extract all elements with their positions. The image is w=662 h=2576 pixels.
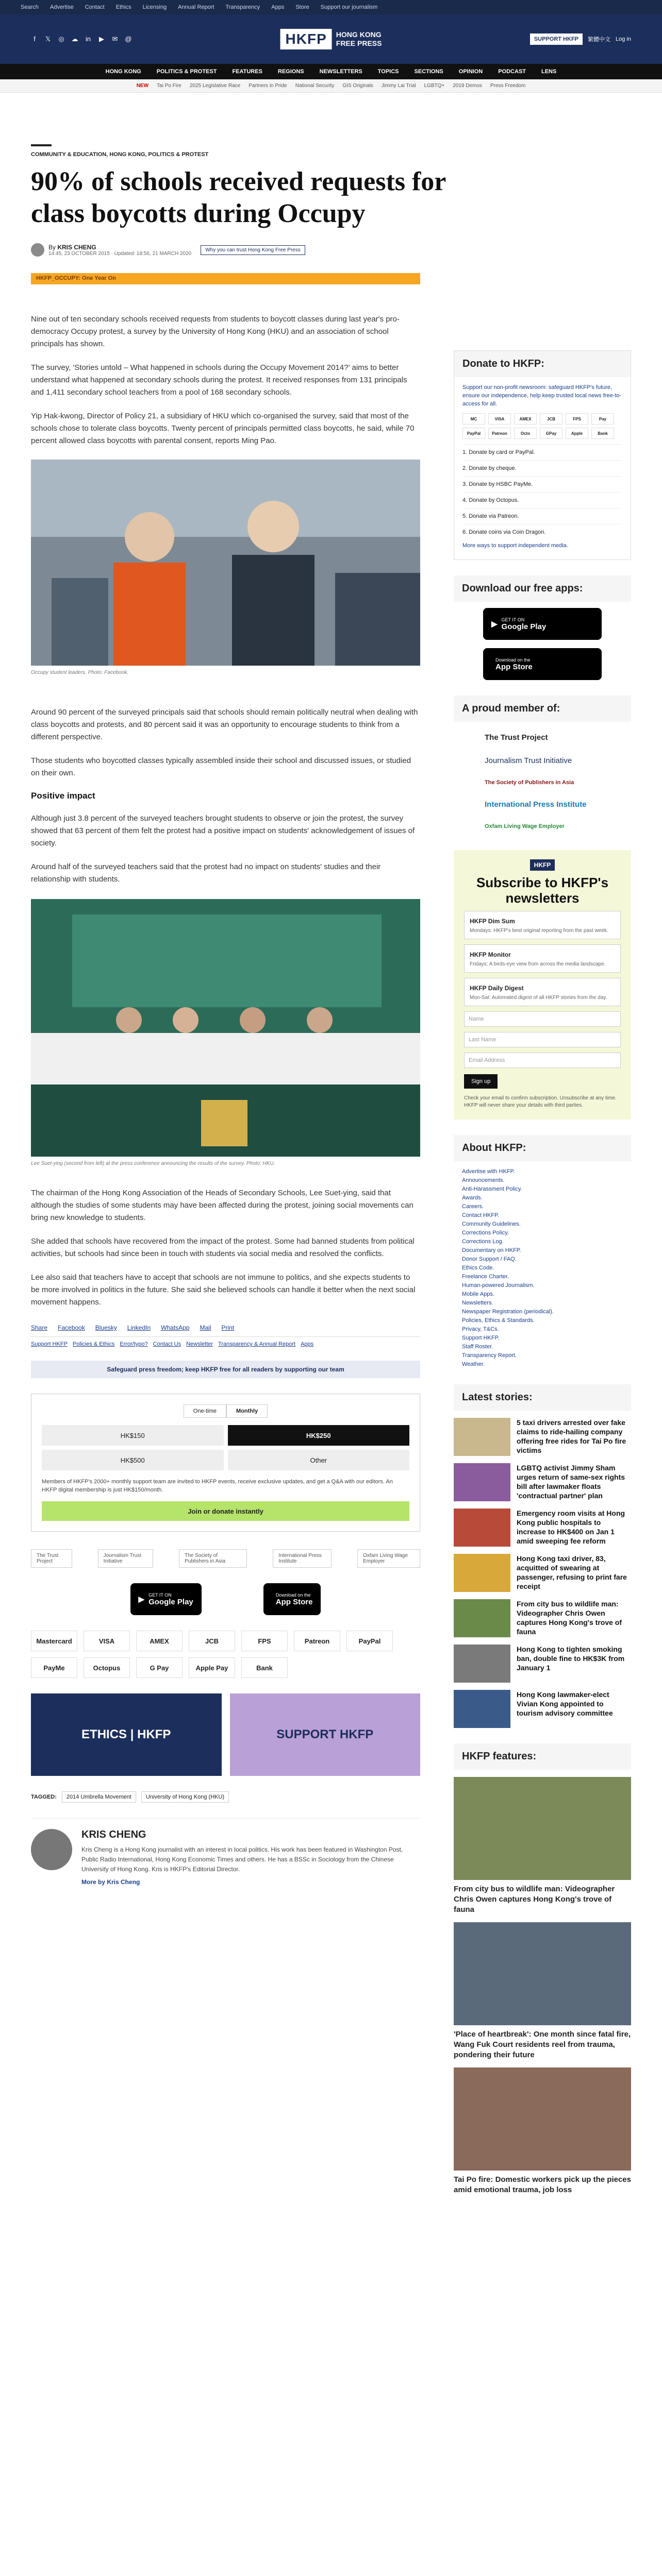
publish-dates: 14:45, 23 OCTOBER 2015 · Updated: 18:56, 21 MARCH 2020 (48, 250, 192, 257)
store-badge-small: GET IT ON (501, 617, 525, 622)
share-link[interactable]: Share (31, 1324, 48, 1331)
paragraph: Those students who boycotted classes typically assembled inside their school and discussed issues, or studied on their own. (31, 756, 411, 777)
about-link[interactable]: Donor Support / FAQ. (462, 1256, 517, 1262)
donation-widget (31, 1394, 420, 1532)
payment-icon[interactable]: FPS (241, 1631, 288, 1651)
article-categories[interactable]: COMMUNITY & EDUCATION, HONG KONG, POLITICS & PROTEST (31, 144, 52, 158)
share-bluesky[interactable]: Bluesky (95, 1324, 117, 1331)
story-title: 5 taxi drivers arrested over fake claims to ride-hailing company offering free rides for Tai Po fire victims (517, 1418, 626, 1454)
threads-icon[interactable]: @ (125, 35, 132, 43)
photo-illustration (31, 899, 420, 1157)
amount-option-selected[interactable]: HK$250 (228, 1425, 410, 1446)
about-link[interactable]: Community Guidelines. (462, 1221, 521, 1227)
google-play-badge[interactable] (130, 1583, 202, 1615)
newsletter-title: Subscribe to HKFP's newsletters (476, 875, 609, 906)
linkedin-icon[interactable]: in (85, 35, 91, 43)
about-link[interactable]: Documentary on HKFP. (462, 1247, 521, 1253)
story-thumb (454, 1554, 510, 1592)
about-link[interactable]: Corrections Policy. (462, 1230, 509, 1236)
tags-label: TAGGED: (31, 1794, 57, 1800)
play-icon: ▶ (491, 620, 498, 629)
article-header (31, 144, 631, 257)
article-photo-press-conference (31, 899, 420, 1157)
story-thumb (454, 1599, 510, 1637)
photo-caption: Lee Suet-ying (second from left) at the press conference announcing the results of the survey. Photo: HKU. (31, 1161, 275, 1166)
support-promo[interactable]: SUPPORT HKFP (230, 1693, 421, 1776)
about-link[interactable]: Transparency Report. (462, 1352, 517, 1359)
nav-item-topics[interactable]: TOPICS (377, 69, 399, 75)
site-header (0, 14, 662, 64)
payment-icon[interactable]: PayMe (31, 1657, 77, 1678)
share-mail[interactable]: Mail (200, 1324, 211, 1331)
tag[interactable]: University of Hong Kong (HKU) (141, 1791, 229, 1803)
trending-link[interactable]: 2019 Demos (453, 83, 482, 89)
article-photo-student-leaders (31, 460, 420, 666)
trending-bar (0, 79, 662, 93)
utility-link-search[interactable]: Search (21, 4, 39, 10)
footer-link[interactable]: Policies & Ethics (72, 1341, 115, 1347)
story-thumb (454, 1418, 510, 1456)
applepay-icon: Apple (566, 428, 588, 439)
logo-mark: HKFP (280, 29, 332, 49)
feature-title: From city bus to wildlife man: Videographer Chris Owen captures Hong Kong's trove of fauna (454, 1885, 615, 1914)
tag[interactable]: 2014 Umbrella Movement (62, 1791, 136, 1803)
author-box-name[interactable]: KRIS CHENG (81, 1829, 146, 1840)
social-icons (31, 35, 132, 43)
ethics-promo[interactable]: ETHICS | HKFP (31, 1693, 222, 1776)
amount-option[interactable]: HK$150 (42, 1425, 224, 1446)
member-logo[interactable]: The Trust Project (31, 1549, 72, 1568)
paragraph: She added that schools have recovered from the impact of the protest. Some had banned students from political activities, but schools had since been in touch with students via social media and resolved the conflicts. (31, 1237, 415, 1258)
login-link[interactable]: Log in (616, 36, 631, 42)
share-linkedin[interactable]: LinkedIn (127, 1324, 151, 1331)
payment-icon[interactable]: JCB (189, 1631, 235, 1651)
payment-icon[interactable]: VISA (84, 1631, 130, 1651)
member-title: A proud member of: (454, 696, 631, 722)
play-icon: ▶ (138, 1595, 145, 1604)
paragraph: Around 90 percent of the surveyed principals said that schools should remain politically neutral when dealing with class boycotts and protests, and 80 percent said it was an opportunity to encourage students to think from a different perspective. (31, 708, 418, 741)
section-heading: Positive impact (31, 791, 95, 801)
store-badge-label: Google Play (501, 622, 547, 631)
utility-link-ethics[interactable]: Ethics (115, 4, 131, 10)
join-donate-button[interactable]: Join or donate instantly (42, 1501, 409, 1521)
donate-option[interactable]: 4. Donate by Octopus. (462, 492, 622, 508)
member-oxfam[interactable]: Oxfam Living Wage Employer (485, 823, 565, 829)
language-link[interactable]: 繁體中文 (588, 37, 611, 43)
amount-option-other[interactable]: Other (228, 1450, 410, 1470)
feature-title: Tai Po fire: Domestic workers pick up the pieces amid emotional trauma, job loss (454, 2175, 631, 2194)
paypal-icon: PayPal (462, 428, 485, 439)
payment-icons (462, 413, 622, 439)
utility-link-advertise[interactable]: Advertise (49, 4, 74, 10)
about-link[interactable]: Announcements. (462, 1177, 505, 1183)
story-thumb (454, 1645, 510, 1683)
tags-row (31, 1791, 420, 1803)
apps-title: Download our free apps: (454, 575, 631, 602)
story-thumb (454, 1690, 510, 1728)
twitter-icon[interactable]: 𝕏 (45, 35, 51, 43)
about-link[interactable]: Human-powered Journalism. (462, 1282, 535, 1289)
nav-item-newsletters[interactable]: NEWSLETTERS (319, 69, 362, 75)
member-logo[interactable]: Oxfam Living Wage Employer (357, 1549, 420, 1568)
member-sopa[interactable]: The Society of Publishers in Asia (485, 779, 574, 786)
instagram-icon[interactable]: ◎ (58, 35, 64, 43)
feature-item[interactable] (454, 2067, 631, 2195)
payment-icon[interactable]: G Pay (136, 1657, 183, 1678)
newsletter-option[interactable] (464, 911, 621, 939)
new-label: NEW (136, 83, 149, 89)
about-link[interactable]: Weather. (462, 1361, 485, 1367)
promo-banners (31, 1693, 420, 1776)
photo-illustration (31, 460, 420, 666)
about-link[interactable]: Anti-Harassment Policy. (462, 1186, 522, 1192)
store-badge-label: App Store (495, 662, 533, 671)
feature-image (454, 1777, 631, 1880)
author-box (31, 1818, 420, 1886)
story-thumb (454, 1509, 510, 1547)
trending-link[interactable]: GIS Originals (342, 83, 373, 89)
latest-story[interactable] (454, 1645, 631, 1683)
newsletter-note: Check your email to confirm subscription. Unsubscribe at any time. HKFP will never share your details with third parties. (464, 1095, 617, 1108)
utility-bar (0, 0, 662, 14)
latest-story[interactable] (454, 1418, 631, 1456)
about-link[interactable]: Newsletters. (462, 1300, 493, 1306)
trending-link[interactable]: 2025 Legislative Race (189, 83, 241, 89)
member-logo[interactable]: Journalism Trust Initiative (98, 1549, 153, 1568)
store-badge-label: App Store (275, 1597, 313, 1606)
member-logo[interactable]: International Press Institute (273, 1549, 332, 1568)
footer-link[interactable]: Transparency & Annual Report (218, 1341, 296, 1347)
about-link[interactable]: Contact HKFP. (462, 1212, 499, 1218)
nav-item-lens[interactable]: LENS (541, 69, 557, 75)
newsletter-option[interactable] (464, 978, 621, 1006)
payment-methods (31, 1631, 423, 1678)
trending-link[interactable]: Press Freedom (490, 83, 526, 89)
more-ways-link[interactable]: More ways to support independent media. (462, 543, 568, 549)
series-banner[interactable]: HKFP_OCCUPY: One Year On (31, 273, 420, 284)
story-thumb (454, 1463, 510, 1501)
features-title: HKFP features: (454, 1743, 631, 1770)
gpay-icon: GPay (540, 428, 562, 439)
youtube-icon[interactable]: ▶ (99, 35, 104, 43)
footer-link[interactable]: Newsletter (186, 1341, 213, 1347)
footer-link[interactable]: Support HKFP (31, 1341, 68, 1347)
member-logos-row (31, 1549, 420, 1568)
member-logo[interactable]: The Society of Publishers in Asia (179, 1549, 247, 1568)
feature-item[interactable] (454, 1777, 631, 1915)
fps-icon: FPS (566, 413, 588, 425)
story-title: Emergency room visits at Hong Kong public hospitals to increase to HK$400 on Jan 1 amid sweeping fee reform (517, 1509, 625, 1545)
latest-story[interactable] (454, 1690, 631, 1728)
newsletter-desc: Mon-Sat: Automated digest of all HKFP stories from the day. (470, 995, 607, 1001)
author-avatar (31, 243, 44, 257)
name-field[interactable]: Name (464, 1011, 621, 1027)
latest-stories (454, 1418, 631, 1728)
utility-link-apps[interactable]: Apps (271, 4, 285, 10)
about-link[interactable]: Ethics Code. (462, 1265, 494, 1271)
paragraph: Although just 3.8 percent of the surveyed teachers brought students to observe or join the protest, the survey showed that 63 percent of them felt the protest had a positive impact on students' acknowledgement of issues of society. (31, 814, 415, 848)
facebook-icon[interactable]: f (34, 35, 36, 43)
utility-link-licensing[interactable]: Licensing (142, 4, 167, 10)
app-store-badge[interactable] (483, 648, 602, 680)
store-badge-small: GET IT ON (148, 1592, 172, 1598)
article-title: 90% of schools received requests for class boycotts during Occupy (31, 167, 446, 228)
logo-line-2: FREE PRESS (336, 39, 382, 47)
nav-item-features[interactable]: FEATURES (232, 69, 262, 75)
trending-link[interactable]: National Security (295, 83, 335, 89)
nav-item-politics[interactable]: POLITICS & PROTEST (156, 69, 217, 75)
about-link[interactable]: Privacy, T&Cs. (462, 1326, 499, 1332)
about-link[interactable]: Policies, Ethics & Standards. (462, 1317, 535, 1324)
payment-icon[interactable]: Patreon (294, 1631, 340, 1651)
paragraph: The chairman of the Hong Kong Association of the Heads of Secondary Schools, Lee Suet-ying, said that although the studies of some students may have been affected during the protest, joining social movements can bring new knowledge to students. (31, 1189, 413, 1222)
utility-link-transparency[interactable]: Transparency (225, 4, 260, 10)
latest-story[interactable] (454, 1509, 631, 1547)
article-footer-links (31, 1341, 420, 1347)
visa-icon: VISA (488, 413, 511, 425)
donate-box (454, 350, 631, 560)
feature-image (454, 2067, 631, 2171)
paragraph: Yip Hak-kwong, Director of Policy 21, a subsidiary of HKU which co-organised the survey, said that most of the schools chose to tolerate class boycotts. Twenty percent of principals permitted class boycotts, he said, while 70 percent allowed class boycotts with parental consent, reports Ming Pao. (31, 412, 415, 445)
about-link[interactable]: Newspaper Registration (periodical). (462, 1309, 554, 1315)
donate-option[interactable]: 5. Donate via Patreon. (462, 508, 622, 524)
about-link[interactable]: Careers. (462, 1204, 484, 1210)
payment-icon[interactable]: Apple Pay (189, 1657, 235, 1678)
trending-link[interactable]: Tai Po Fire (157, 83, 181, 89)
newsletter-box (454, 850, 631, 1120)
trending-link[interactable]: Jimmy Lai Trial (381, 83, 416, 89)
paragraph: Around half of the surveyed teachers said that the protest had no impact on students' studies and their relationship with students. (31, 862, 381, 884)
donate-intro[interactable]: Support our non-profit newsroom: safeguard HKFP's future, ensure our independence, help keep trusted local news free-to-access for all. (462, 384, 622, 407)
signup-button[interactable]: Sign up (464, 1074, 498, 1089)
article-body (31, 273, 420, 1886)
last-name-field[interactable]: Last Name (464, 1032, 621, 1047)
about-link[interactable]: Awards. (462, 1195, 483, 1201)
newsletter-desc: Fridays: A birds-eye view from across the media landscape. (470, 961, 606, 967)
newsletter-name: HKFP Dim Sum (470, 918, 515, 925)
paragraph: The survey, 'Stories untold – What happened in schools during the Occupy Movement 2014?' aims to better understand what happened at secondary schools during the protest. It received responses from 131 principals and 1,411 secondary school teachers from a pool of 168 secondary schools. (31, 363, 407, 397)
logo-line-1: HONG KONG (336, 30, 382, 39)
about-link[interactable]: Support HKFP. (462, 1335, 500, 1341)
octopus-icon: Octo (514, 428, 537, 439)
share-bar (31, 1324, 420, 1337)
store-badge-small: Download on the (495, 657, 531, 663)
feature-title: 'Place of heartbreak': One month since fatal fire, Wang Fuk Court residents reel from trauma, pondering their future (454, 2030, 631, 2059)
email-field[interactable]: Email Address (464, 1053, 621, 1068)
story-title: Hong Kong taxi driver, 83, acquitted of swearing at passenger, refusing to print fare receipt (517, 1554, 627, 1590)
member-trust-project[interactable]: The Trust Project (485, 733, 548, 742)
latest-title: Latest stories: (454, 1384, 631, 1411)
store-badge-label: Google Play (148, 1597, 193, 1606)
member-jti[interactable]: Journalism Trust Initiative (485, 756, 572, 765)
author-name[interactable]: By KRIS CHENG (48, 243, 96, 251)
jcb-icon: JCB (540, 413, 562, 425)
share-whatsapp[interactable]: WhatsApp (161, 1324, 190, 1331)
mastercard-icon: MC (462, 413, 485, 425)
author-bio: Kris Cheng is a Hong Kong journalist with an interest in local politics. His work has been featured in Washington Post, Public Radio International, Hong Kong Economic Times and others. He has a BSSc in Sociology from the Chinese University of Hong Kong. Kris is HKFP's Editorial Director. (81, 1846, 403, 1873)
bluesky-icon[interactable]: ☁ (71, 35, 78, 43)
more-by-author-link[interactable]: More by Kris Cheng (81, 1878, 140, 1886)
google-play-badge[interactable] (483, 608, 602, 640)
share-facebook[interactable]: Facebook (58, 1324, 85, 1331)
nav-item-opinion[interactable]: OPINION (458, 69, 483, 75)
byline (31, 243, 631, 257)
about-title: About HKFP: (454, 1135, 631, 1161)
about-links (454, 1167, 631, 1369)
newsletter-logo: HKFP (530, 859, 555, 871)
paragraph: Nine out of ten secondary schools received requests from students to boycott classes during last year's pro-democracy Occupy protest, a survey by the University of Hong Kong (HKU) and an association of school principals has shown. (31, 315, 400, 348)
amex-icon: AMEX (514, 413, 537, 425)
latest-story[interactable] (454, 1554, 631, 1592)
story-title: Hong Kong to tighten smoking ban, double fine to HK$3K from January 1 (517, 1645, 625, 1672)
nav-item-podcast[interactable]: PODCAST (498, 69, 526, 75)
newsletter-option[interactable] (464, 944, 621, 973)
email-icon[interactable]: ✉ (112, 35, 118, 43)
trending-link[interactable]: Partners in Pride (249, 83, 287, 89)
story-title: LGBTQ activist Jimmy Sham urges return of same-sex rights bill after lawmaker floats 'contractual partner' plan (517, 1464, 625, 1500)
utility-link-contact[interactable]: Contact (85, 4, 105, 10)
app-store-badge[interactable] (263, 1583, 321, 1615)
bank-icon: Bank (591, 428, 614, 439)
support-hkfp-button[interactable]: SUPPORT HKFP (530, 33, 583, 45)
donate-option[interactable]: 6. Donate coins via Coin Dragon. (462, 524, 622, 540)
freq-one-time[interactable]: One-time (184, 1404, 226, 1418)
footer-link[interactable]: Contact Us (153, 1341, 181, 1347)
newsletter-name: HKFP Daily Digest (470, 985, 524, 992)
footer-link[interactable]: Error/typo? (120, 1341, 148, 1347)
payment-icon[interactable]: Bank (241, 1657, 288, 1678)
about-link[interactable]: Staff Roster. (462, 1344, 493, 1350)
donate-option[interactable]: 2. Donate by cheque. (462, 460, 622, 476)
features-list (454, 1777, 631, 2195)
about-link[interactable]: Advertise with HKFP. (462, 1168, 515, 1175)
donate-option[interactable]: 1. Donate by card or PayPal. (462, 444, 622, 460)
payment-icon[interactable]: PayPal (346, 1631, 393, 1651)
latest-story[interactable] (454, 1463, 631, 1501)
payme-icon: Pay (591, 413, 614, 425)
feature-item[interactable] (454, 1922, 631, 2060)
nav-item-regions[interactable]: REGIONS (277, 69, 304, 75)
trending-link[interactable]: LGBTQ+ (424, 83, 445, 89)
nav-item-hong-kong[interactable]: HONG KONG (105, 69, 141, 75)
payment-icon[interactable]: AMEX (136, 1631, 183, 1651)
story-title: From city bus to wildlife man: Videographer Chris Owen captures Hong Kong's trove of fauna (517, 1600, 622, 1636)
store-badge-small: Download on the (275, 1592, 311, 1598)
trust-link[interactable]: Why you can trust Hong Kong Free Press (201, 245, 305, 255)
feature-image (454, 1922, 631, 2025)
utility-link-store[interactable]: Store (295, 4, 309, 10)
story-title: Hong Kong lawmaker-elect Vivian Kong appointed to tourism advisory committee (517, 1690, 613, 1717)
site-logo[interactable] (280, 29, 382, 49)
nav-item-sections[interactable]: SECTIONS (414, 69, 443, 75)
donate-option[interactable]: 3. Donate by HSBC PayMe. (462, 476, 622, 492)
payment-icon[interactable]: Octopus (84, 1657, 130, 1678)
paragraph: Lee also said that teachers have to accept that schools are not immune to politics, and she expects students to be more involved in politics in the future. She said she believed schools can handle it better when the next social movement happens. (31, 1273, 416, 1307)
about-link[interactable]: Mobile Apps. (462, 1291, 494, 1297)
utility-link-support[interactable]: Support our journalism (320, 4, 378, 10)
amount-option[interactable]: HK$500 (42, 1450, 224, 1470)
sidebar (454, 350, 631, 2195)
footer-link[interactable]: Apps (301, 1341, 314, 1347)
latest-story[interactable] (454, 1599, 631, 1637)
share-print[interactable]: Print (221, 1324, 235, 1331)
author-photo (31, 1829, 72, 1870)
about-link[interactable]: Corrections Log. (462, 1239, 504, 1245)
freq-monthly[interactable]: Monthly (226, 1404, 268, 1418)
safeguard-banner[interactable]: Safeguard press freedom; keep HKFP free for all readers by supporting our team (31, 1361, 420, 1378)
donate-title: Donate to HKFP: (454, 351, 631, 377)
utility-link-annual-report[interactable]: Annual Report (178, 4, 214, 10)
payment-icon[interactable]: Mastercard (31, 1631, 77, 1651)
member-ipi[interactable]: International Press Institute (485, 800, 587, 809)
photo-caption: Occupy student leaders. Photo: Facebook. (31, 670, 128, 675)
about-link[interactable]: Freelance Charter. (462, 1274, 509, 1280)
newsletter-desc: Mondays: HKFP's best original reporting from the past week. (470, 928, 608, 934)
patreon-icon: Patreon (488, 428, 511, 439)
newsletter-name: HKFP Monitor (470, 951, 511, 958)
main-nav (0, 64, 662, 79)
donation-note: Members of HKFP's 2000+ monthly support team are invited to HKFP events, receive exclusive updates, and get a Q&A with our editors. An HKFP digital membership is just HK$150/month. (42, 1479, 393, 1493)
